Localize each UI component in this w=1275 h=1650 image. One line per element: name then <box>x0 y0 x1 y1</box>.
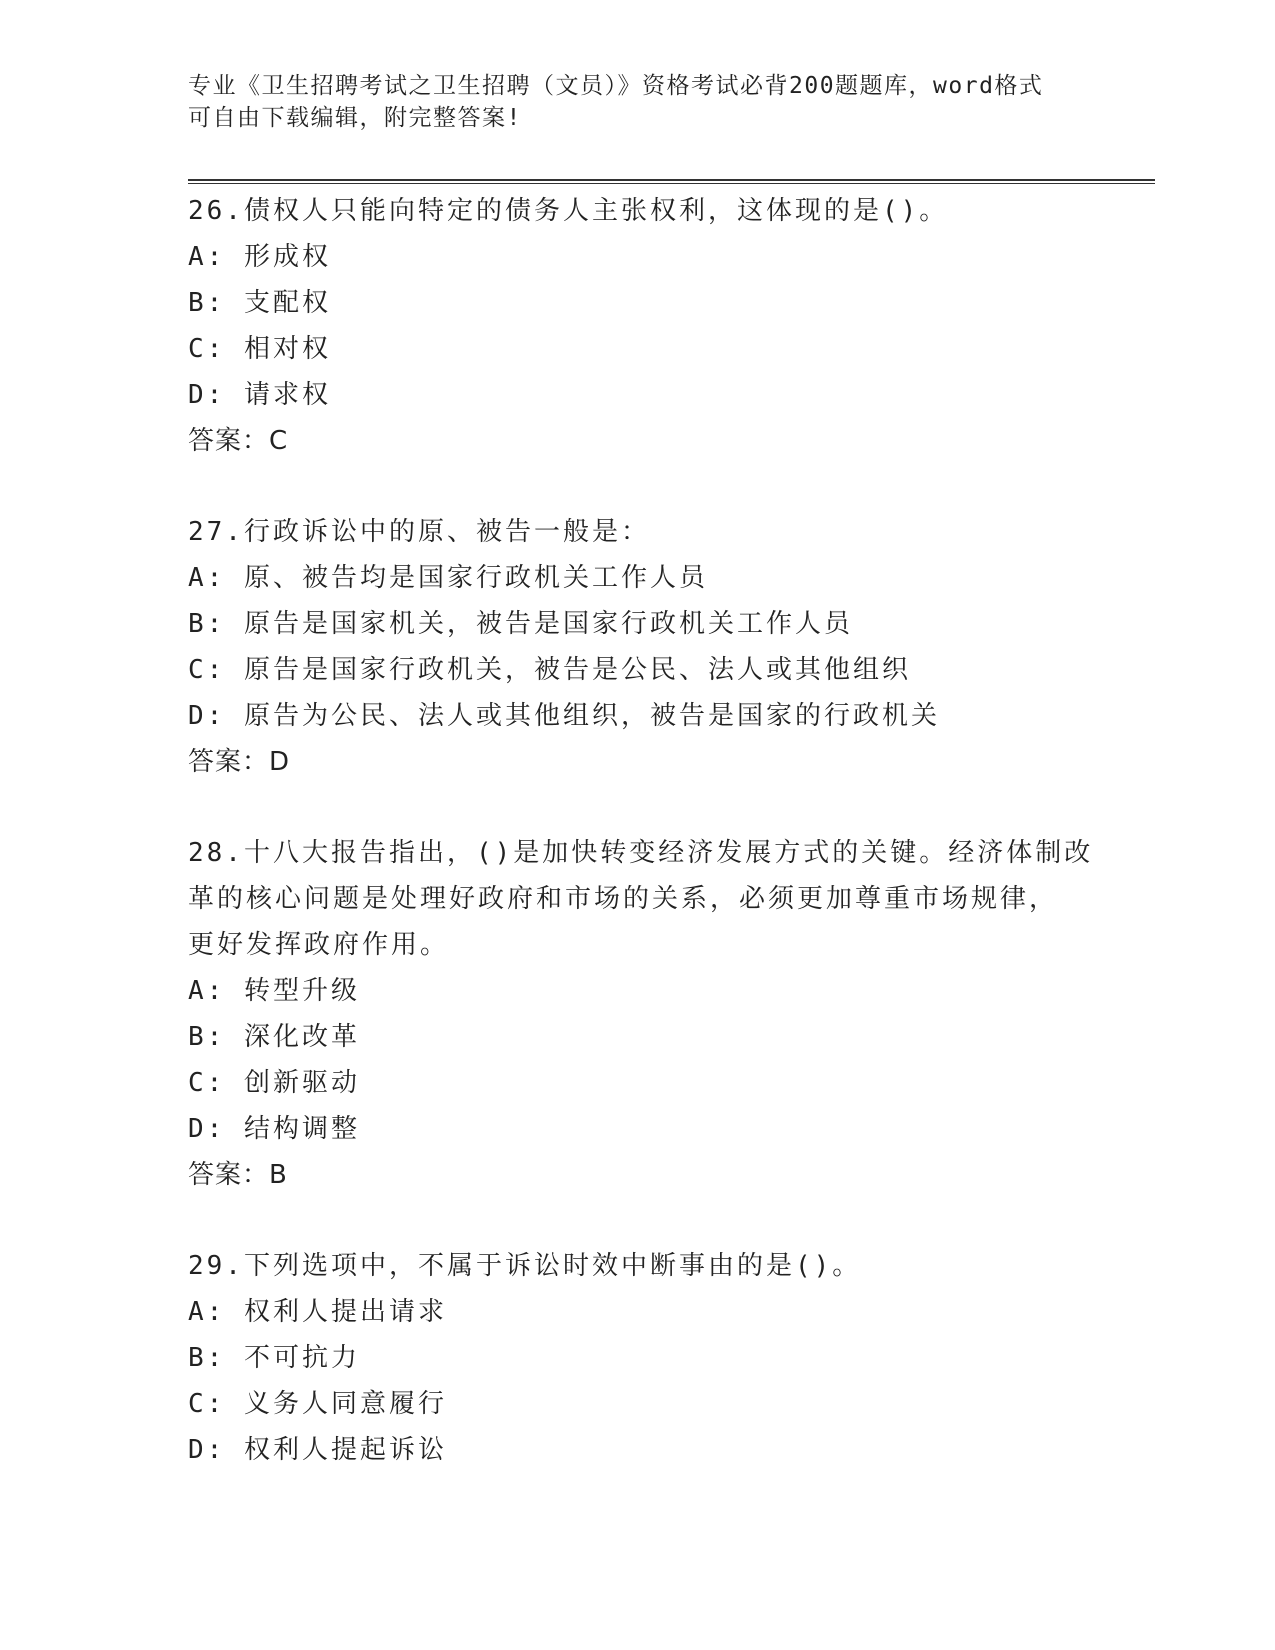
option-text: 转型升级 <box>243 976 360 1006</box>
option-b <box>188 1335 1138 1381</box>
answer-line: 答案：B <box>188 1160 288 1190</box>
option-letter: B: <box>188 609 226 639</box>
option-letter: A: <box>188 1297 226 1327</box>
option-b <box>188 601 1138 647</box>
question-27 <box>188 509 1138 785</box>
option-letter: A: <box>188 976 226 1006</box>
option-letter: C: <box>188 1389 226 1419</box>
option-a <box>188 234 1138 280</box>
option-letter: B: <box>188 288 226 318</box>
question-stem: 26.债权人只能向特定的债务人主张权利，这体现的是()。 <box>188 196 949 226</box>
option-text: 创新驱动 <box>243 1068 360 1098</box>
option-c <box>188 1060 1138 1106</box>
option-text: 权利人提起诉讼 <box>243 1435 447 1465</box>
option-text: 原、被告均是国家行政机关工作人员 <box>243 563 708 593</box>
question-gap <box>188 464 1138 509</box>
option-text: 支配权 <box>243 288 331 318</box>
header-divider-thin <box>188 183 1155 184</box>
question-29 <box>188 1243 1138 1473</box>
header-line-1: 专业《卫生招聘考试之卫生招聘（文员）》资格考试必背200题题库，word格式 <box>188 73 1044 99</box>
option-letter: D: <box>188 380 226 410</box>
option-a <box>188 968 1138 1014</box>
option-a <box>188 1289 1138 1335</box>
option-d <box>188 1106 1138 1152</box>
document-header <box>188 70 1088 134</box>
option-text: 结构调整 <box>243 1114 360 1144</box>
question-gap <box>188 1198 1138 1243</box>
option-text: 形成权 <box>243 242 331 272</box>
option-b <box>188 1014 1138 1060</box>
option-text: 不可抗力 <box>243 1343 360 1373</box>
option-d <box>188 372 1138 418</box>
option-letter: A: <box>188 242 226 272</box>
header-divider-thick <box>188 179 1155 181</box>
option-text: 权利人提出请求 <box>243 1297 447 1327</box>
option-c <box>188 1381 1138 1427</box>
option-text: 原告是国家机关，被告是国家行政机关工作人员 <box>243 609 853 639</box>
option-letter: B: <box>188 1022 226 1052</box>
option-text: 深化改革 <box>243 1022 360 1052</box>
option-letter: A: <box>188 563 226 593</box>
option-text: 义务人同意履行 <box>243 1389 447 1419</box>
question-stem: 27.行政诉讼中的原、被告一般是： <box>188 517 650 547</box>
question-stem-line-1: 28.十八大报告指出，()是加快转变经济发展方式的关键。经济体制改 <box>188 838 1094 868</box>
option-d <box>188 693 1138 739</box>
option-letter: D: <box>188 1114 226 1144</box>
option-letter: D: <box>188 701 226 731</box>
question-stem-line-2: 革的核心问题是处理好政府和市场的关系，必须更加尊重市场规律， <box>188 884 1059 914</box>
question-stem-line-3: 更好发挥政府作用。 <box>188 930 450 960</box>
answer-line: 答案：D <box>188 747 291 777</box>
option-b <box>188 280 1138 326</box>
question-28 <box>188 830 1138 1198</box>
option-text: 请求权 <box>243 380 331 410</box>
option-letter: C: <box>188 655 226 685</box>
question-26 <box>188 188 1138 464</box>
option-letter: B: <box>188 1343 226 1373</box>
option-letter: C: <box>188 1068 226 1098</box>
option-a <box>188 555 1138 601</box>
question-gap <box>188 785 1138 830</box>
option-text: 原告为公民、法人或其他组织，被告是国家的行政机关 <box>243 701 940 731</box>
option-c <box>188 647 1138 693</box>
option-letter: C: <box>188 334 226 364</box>
question-list <box>188 188 1138 1473</box>
option-text: 相对权 <box>243 334 331 364</box>
header-line-2: 可自由下载编辑，附完整答案! <box>188 105 522 131</box>
answer-line: 答案：C <box>188 426 289 456</box>
question-stem: 29.下列选项中，不属于诉讼时效中断事由的是()。 <box>188 1251 862 1281</box>
option-text: 原告是国家行政机关，被告是公民、法人或其他组织 <box>243 655 911 685</box>
option-c <box>188 326 1138 372</box>
option-letter: D: <box>188 1435 226 1465</box>
option-d <box>188 1427 1138 1473</box>
